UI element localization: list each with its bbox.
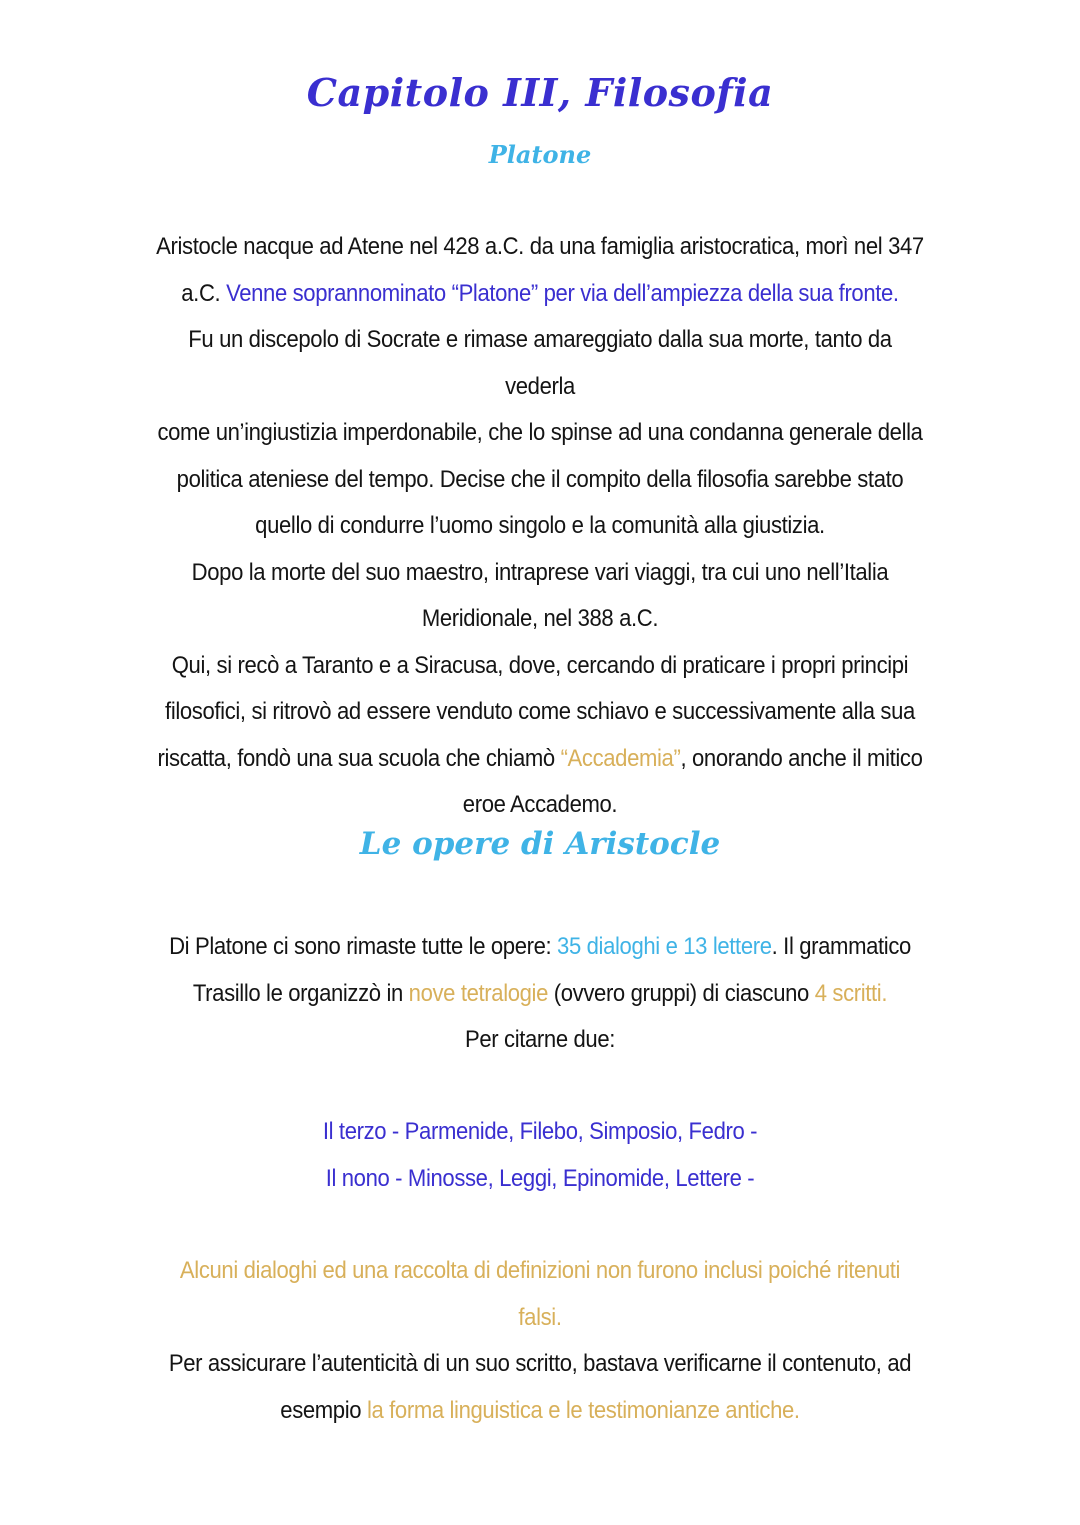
works-paragraph <box>154 924 927 1064</box>
works-line-2-mid: (ovvero gruppi) di ciascuno <box>548 979 815 1007</box>
authenticity-line-1: Alcuni dialoghi ed una raccolta di definizioni non furono inclusi poiché ritenuti <box>179 1257 901 1284</box>
authenticity-line-3: Per assicurare l’autenticità di un suo scritto, bastava verificarne il contenuto, ad <box>168 1350 912 1377</box>
works-line-1-end: . Il grammatico <box>771 933 911 960</box>
page-subtitle: Platone <box>488 140 592 169</box>
authenticity-paragraph <box>154 1248 927 1434</box>
authenticity-line-2: falsi. <box>518 1303 562 1331</box>
scritti-highlight: 4 scritti. <box>814 979 888 1007</box>
works-section-title: Le opere di Aristocle <box>359 826 721 862</box>
intro-line-2 <box>154 271 927 318</box>
intro-line-11-end: , onorando anche il mitico <box>680 744 923 772</box>
works-line-2-start: Trasillo le organizzò in <box>192 979 409 1007</box>
intro-line-11 <box>154 736 927 783</box>
authenticity-line-4-start: esempio <box>280 1396 367 1424</box>
intro-line-10: filosofici, si ritrovò ad essere venduto come schiavo e successivamente alla sua <box>165 698 915 725</box>
intro-paragraph <box>154 224 927 829</box>
intro-line-7: Dopo la morte del suo maestro, intraprese vari viaggi, tra cui uno nell’Italia <box>191 558 889 586</box>
intro-line-5: politica ateniese del tempo. Decise che il compito della filosofia sarebbe stato <box>176 465 904 493</box>
authenticity-line-4 <box>154 1388 927 1435</box>
intro-line-3: Fu un discepolo di Socrate e rimase amareggiato dalla sua morte, tanto da vederla <box>188 326 892 400</box>
tetralogy-third: Il terzo - Parmenide, Filebo, Simposio, Fedro - <box>322 1118 758 1145</box>
intro-line-12: eroe Accademo. <box>462 791 618 818</box>
intro-line-11-start: riscatta, fondò una sua scuola che chiamò <box>157 744 561 772</box>
intro-line-6: quello di condurre l’uomo singolo e la comunità alla giustizia. <box>255 512 825 539</box>
tetralogies-list <box>154 1109 927 1202</box>
tetralogies-highlight: nove tetralogie <box>408 979 549 1007</box>
accademia-highlight: “Accademia” <box>560 744 681 772</box>
works-line-1-start: Di Platone ci sono rimaste tutte le opere: <box>169 933 558 960</box>
nickname-highlight: Venne soprannominato “Platone” per via dell’ampiezza della sua fronte. <box>226 279 899 307</box>
works-line-2 <box>154 971 927 1018</box>
works-line-1 <box>154 924 927 971</box>
intro-line-9: Qui, si recò a Taranto e a Siracusa, dove, cercando di praticare i propri principi <box>171 651 909 679</box>
works-count-highlight: 35 dialoghi e 13 lettere <box>557 933 772 960</box>
page-title: Capitolo III, Filosofia <box>306 70 774 115</box>
intro-line-1: Aristocle nacque ad Atene nel 428 a.C. da una famiglia aristocratica, morì nel 347 <box>156 233 924 260</box>
intro-line-8: Meridionale, nel 388 a.C. <box>421 605 659 632</box>
linguistic-form-highlight: la forma linguistica e le testimonianze antiche. <box>366 1396 800 1424</box>
works-line-3: Per citarne due: <box>465 1026 615 1053</box>
intro-line-2-start: a.C. <box>181 279 227 307</box>
intro-line-4: come un’ingiustizia imperdonabile, che lo spinse ad una condanna generale della <box>157 419 923 446</box>
tetralogy-ninth: Il nono - Minosse, Leggi, Epinomide, Lettere - <box>325 1164 755 1192</box>
